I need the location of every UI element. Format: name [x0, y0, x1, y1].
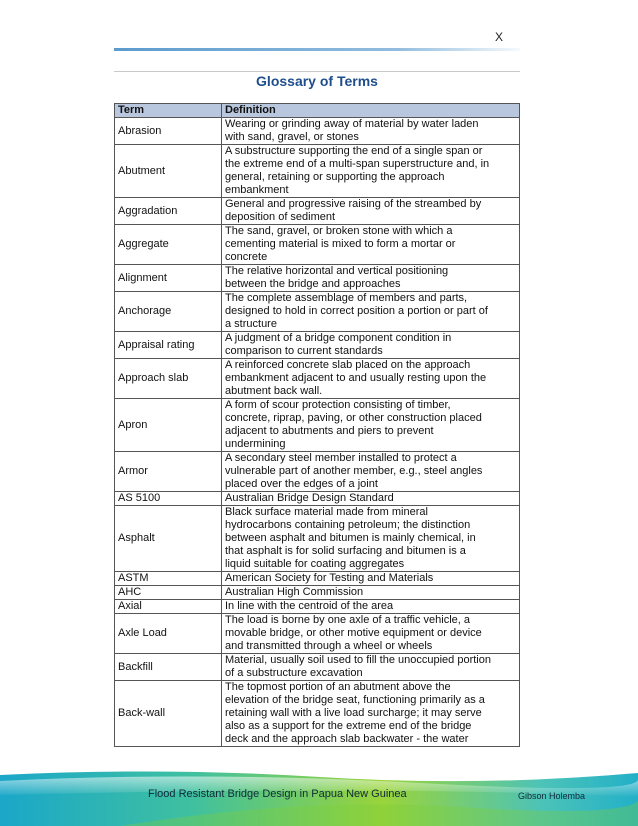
definition-line: In line with the centroid of the area	[225, 600, 394, 612]
glossary-term: Appraisal rating	[115, 332, 222, 359]
glossary-definition	[222, 572, 520, 586]
definition-line: Australian High Commission	[225, 586, 364, 598]
definition-line: comparison to current standards	[225, 345, 383, 357]
table-row	[115, 681, 520, 747]
glossary-term: Abutment	[115, 145, 222, 198]
glossary-definition	[222, 586, 520, 600]
glossary-definition	[222, 332, 520, 359]
header-divider	[114, 71, 520, 72]
table-row	[115, 572, 520, 586]
glossary-definition	[222, 600, 520, 614]
table-row	[115, 145, 520, 198]
glossary-term: Asphalt	[115, 506, 222, 572]
table-row	[115, 600, 520, 614]
table-row	[115, 654, 520, 681]
glossary-term: Aggradation	[115, 198, 222, 225]
definition-line: The sand, gravel, or broken stone with which a	[225, 225, 453, 237]
glossary-definition	[222, 265, 520, 292]
definition-line: a structure	[225, 318, 277, 330]
glossary-definition	[222, 399, 520, 452]
definition-line: hydrocarbons containing petroleum; the distinction	[225, 519, 471, 531]
table-row	[115, 399, 520, 452]
glossary-definition	[222, 145, 520, 198]
table-row	[115, 492, 520, 506]
glossary-term: AS 5100	[115, 492, 222, 506]
definition-line: of a substructure excavation	[225, 667, 363, 679]
definition-line: designed to hold in correct position a portion or part of	[225, 305, 488, 317]
definition-line: between asphalt and bitumen is mainly chemical, in	[225, 532, 476, 544]
glossary-term: Axle Load	[115, 614, 222, 654]
glossary-definition	[222, 492, 520, 506]
definition-line: with sand, gravel, or stones	[225, 131, 359, 143]
definition-line: abutment back wall.	[225, 385, 323, 397]
definition-line: movable bridge, or other motive equipment or device	[225, 627, 482, 639]
definition-line: Australian Bridge Design Standard	[225, 492, 394, 504]
definition-line: placed over the edges of a joint	[225, 478, 378, 490]
definition-line: retaining wall with a live load surcharge; it may serve	[225, 707, 482, 719]
table-row	[115, 332, 520, 359]
glossary-definition	[222, 198, 520, 225]
header-gradient-rule	[114, 48, 520, 51]
glossary-term: AHC	[115, 586, 222, 600]
glossary-term: ASTM	[115, 572, 222, 586]
definition-line: also as a support for the extreme end of the bridge	[225, 720, 472, 732]
glossary-definition	[222, 681, 520, 747]
definition-line: concrete, riprap, paving, or other construction placed	[225, 412, 482, 424]
glossary-definition	[222, 506, 520, 572]
glossary-term: Alignment	[115, 265, 222, 292]
definition-line: that asphalt is for solid surfacing and bitumen is a	[225, 545, 466, 557]
glossary-definition	[222, 359, 520, 399]
definition-line: Material, usually soil used to fill the unoccupied portion	[225, 654, 491, 666]
table-row	[115, 359, 520, 399]
definition-line: embankment adjacent to and usually resting upon the	[225, 372, 487, 384]
footer-document-title: Flood Resistant Bridge Design in Papua New Guinea	[148, 788, 407, 800]
definition-line: deck and the approach slab backwater - the water	[225, 733, 469, 745]
glossary-term: Backfill	[115, 654, 222, 681]
glossary-term: Back-wall	[115, 681, 222, 747]
glossary-term: Aggregate	[115, 225, 222, 265]
definition-line: deposition of sediment	[225, 211, 336, 223]
table-row	[115, 198, 520, 225]
definition-line: A judgment of a bridge component condition in	[225, 332, 452, 344]
page-header-mark: X	[495, 30, 504, 44]
glossary-term: Anchorage	[115, 292, 222, 332]
definition-line: Wearing or grinding away of material by water laden	[225, 118, 479, 130]
table-row	[115, 506, 520, 572]
glossary-term: Abrasion	[115, 118, 222, 145]
definition-line: Black surface material made from mineral	[225, 506, 428, 518]
table-row	[115, 614, 520, 654]
glossary-definition	[222, 452, 520, 492]
definition-line: liquid suitable for coating aggregates	[225, 558, 405, 570]
column-header-definition: Definition	[222, 104, 520, 118]
definition-line: American Society for Testing and Materials	[225, 572, 434, 584]
definition-line: general, retaining or supporting the approach	[225, 171, 445, 183]
definition-line: A substructure supporting the end of a single span or	[225, 145, 483, 157]
glossary-definition	[222, 225, 520, 265]
glossary-table	[114, 103, 520, 747]
definition-line: The topmost portion of an abutment above the	[225, 681, 451, 693]
definition-line: A reinforced concrete slab placed on the approach	[225, 359, 471, 371]
glossary-definition	[222, 292, 520, 332]
definition-line: The relative horizontal and vertical positioning	[225, 265, 449, 277]
definition-line: The complete assemblage of members and parts,	[225, 292, 468, 304]
glossary-term: Axial	[115, 600, 222, 614]
definition-line: and transmitted through a wheel or wheels	[225, 640, 433, 652]
table-row	[115, 452, 520, 492]
definition-line: between the bridge and approaches	[225, 278, 401, 290]
glossary-definition	[222, 654, 520, 681]
definition-line: vulnerable part of another member, e.g., steel angles	[225, 465, 483, 477]
definition-line: the extreme end of a multi-span superstructure and, in	[225, 158, 490, 170]
page-title: Glossary of Terms	[256, 73, 378, 89]
table-row	[115, 586, 520, 600]
glossary-term: Apron	[115, 399, 222, 452]
definition-line: embankment	[225, 184, 289, 196]
definition-line: General and progressive raising of the streambed by	[225, 198, 482, 210]
definition-line: The load is borne by one axle of a traffic vehicle, a	[225, 614, 470, 626]
definition-line: A secondary steel member installed to protect a	[225, 452, 457, 464]
definition-line: A form of scour protection consisting of timber,	[225, 399, 451, 411]
definition-line: concrete	[225, 251, 268, 263]
definition-line: undermining	[225, 438, 286, 450]
table-header-row	[115, 104, 520, 118]
table-row	[115, 292, 520, 332]
glossary-term: Approach slab	[115, 359, 222, 399]
definition-line: elevation of the bridge seat, functioning primarily as a	[225, 694, 485, 706]
glossary-definition	[222, 118, 520, 145]
table-row	[115, 225, 520, 265]
glossary-term: Armor	[115, 452, 222, 492]
definition-line: cementing material is mixed to form a mortar or	[225, 238, 456, 250]
table-row	[115, 265, 520, 292]
column-header-term: Term	[115, 104, 222, 118]
definition-line: adjacent to abutments and piers to prevent	[225, 425, 434, 437]
table-row	[115, 118, 520, 145]
footer-author: Gibson Holemba	[518, 791, 586, 801]
glossary-definition	[222, 614, 520, 654]
